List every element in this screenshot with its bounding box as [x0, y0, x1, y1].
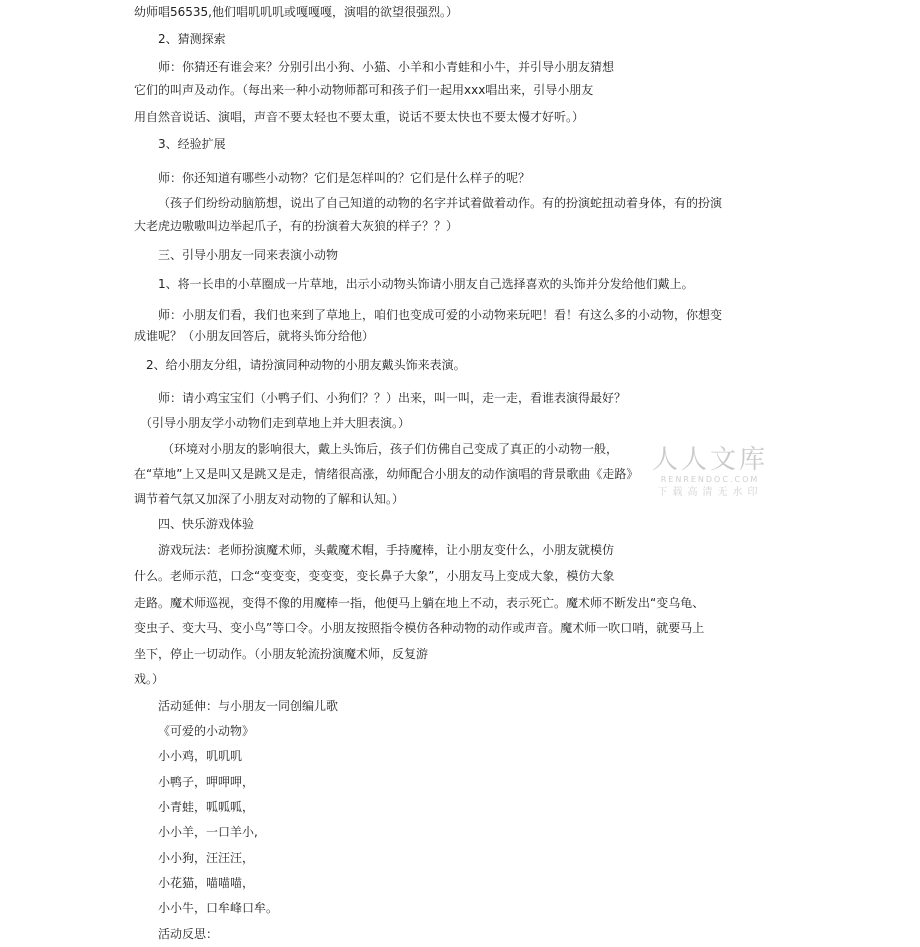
text-line: 什么。老师示范，口念“变变变，变变变，变长鼻子大象”，小朋友马上变成大象，模仿大象 [134, 569, 615, 583]
poem-line: 小小狗，汪汪汪， [158, 851, 255, 865]
section-heading: 三、引导小朋友一同来表演小动物 [158, 248, 339, 262]
poem-line: 小小鸡，叽叽叽 [158, 749, 243, 763]
text-line: 变虫子、变大马、变小鸟”等口令。小朋友按照指令模仿各种动物的动作或声音。魔术师一吹口哨，就要马上 [134, 621, 705, 635]
text-line: 在“草地”上又是叫又是跳又是走，情绪很高涨，幼师配合小朋友的动作演唱的背景歌曲《走路》 [134, 467, 639, 481]
text-line: 成谁呢？（小朋友回答后，就将头饰分给他） [134, 329, 375, 343]
text-line: 游戏玩法：老师扮演魔术师，头戴魔术帽，手持魔棒，让小朋友变什么，小朋友就模仿 [158, 543, 615, 557]
text-line: 用自然音说话、演唱，声音不要太轻也不要太重，说话不要太快也不要太慢才好听。） [134, 110, 585, 124]
text-line: 幼师唱56535,他们唱叽叽叽或嘎嘎嘎，演唱的欲望很强烈。） [134, 5, 458, 19]
watermark [648, 445, 772, 500]
text-line: 师：小朋友们看，我们也来到了草地上，咱们也变成可爱的小动物来玩吧！看！有这么多的小动物，你想变 [158, 308, 723, 322]
poem-title: 《可爱的小动物》 [158, 724, 255, 738]
watermark-tagline: 下载高清无水印 [657, 487, 763, 498]
text-line: 师：请小鸡宝宝们（小鸭子们、小狗们？？）出来，叫一叫，走一走，看谁表演得最好？ [158, 391, 627, 405]
watermark-url: RENRENDOC.COM [660, 475, 760, 484]
text-line: （环境对小朋友的影响很大，戴上头饰后，孩子们仿佛自己变成了真正的小动物一般， [162, 442, 619, 456]
watermark-logo: 人人文库 [651, 445, 768, 475]
poem-line: 小青蛙，呱呱呱， [158, 800, 255, 814]
text-line: 戏。） [134, 672, 165, 686]
section-heading: 2、给小朋友分组，请扮演同种动物的小朋友戴头饰来表演。 [146, 358, 466, 372]
text-line: 大老虎边嗷嗷叫边举起爪子，有的扮演着大灰狼的样子？？） [134, 219, 459, 233]
poem-line: 小花猫，喵喵喵， [158, 876, 255, 890]
text-line: 走路。魔术师巡视，变得不像的用魔棒一指，他便马上躺在地上不动，表示死亡。魔术师不断发出“变乌龟、 [134, 596, 705, 610]
text-line: 它们的叫声及动作。（每出来一种小动物师都可和孩子们一起用xxx唱出来，引导小朋友 [134, 83, 594, 97]
section-heading: 四、快乐游戏体验 [158, 517, 255, 531]
text-line: 坐下，停止一切动作。（小朋友轮流扮演魔术师，反复游 [134, 647, 429, 661]
poem-line: 小鸭子，呷呷呷， [158, 775, 255, 789]
text-line: （孩子们纷纷动脑筋想，说出了自己知道的动物的名字并试着做着动作。有的扮演蛇扭动着身体，有的扮演 [158, 196, 723, 210]
section-heading: 3、经验扩展 [158, 137, 226, 151]
poem-line: 小小羊，一口羊小, [158, 825, 258, 839]
text-line: （引导小朋友学小动物们走到草地上并大胆表演。） [140, 416, 411, 430]
text-line: 师：你还知道有哪些小动物？它们是怎样叫的？它们是什么样子的呢？ [158, 171, 531, 185]
section-heading: 活动延伸：与小朋友一同创编儿歌 [158, 699, 339, 713]
section-heading: 2、猜测探索 [158, 32, 226, 46]
text-line: 调节着气氛又加深了小朋友对动物的了解和认知。） [134, 492, 405, 506]
text-line: 1、将一长串的小草圈成一片草地，出示小动物头饰请小朋友自己选择喜欢的头饰并分发给他们戴上。 [158, 277, 694, 291]
section-heading: 活动反思： [158, 927, 219, 941]
text-line: 师：你猜还有谁会来？分别引出小狗、小猫、小羊和小青蛙和小牛，并引导小朋友猜想 [158, 60, 615, 74]
poem-line: 小小牛，口牟峰口牟。 [158, 901, 279, 915]
